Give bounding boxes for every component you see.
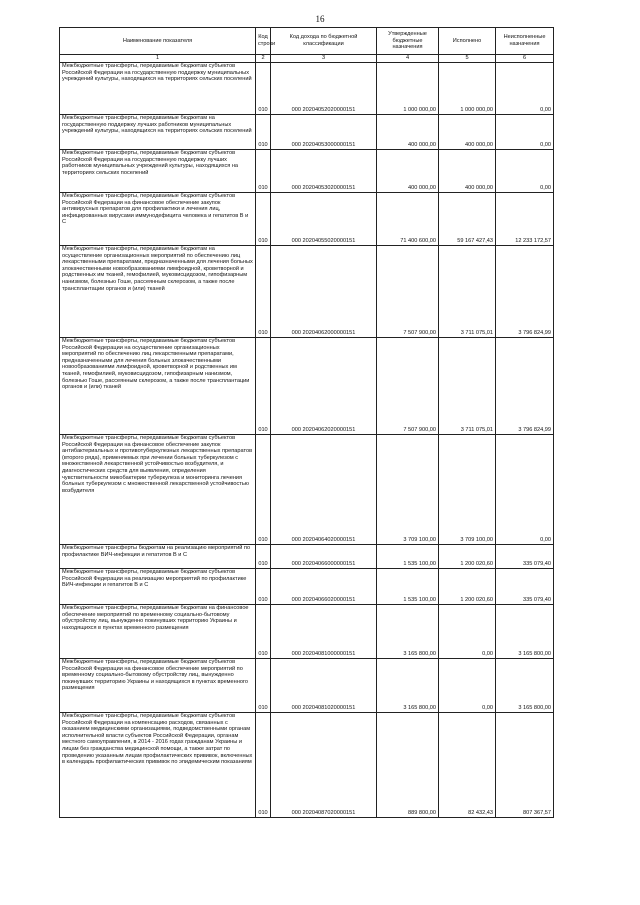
row-unexecuted: 3 796 824,99 [496,246,554,338]
row-unexecuted: 0,00 [496,150,554,193]
row-approved: 1 535 100,00 [377,545,439,569]
row-income-code: 000 20204053000000151 [271,115,377,150]
row-unexecuted: 807 367,57 [496,713,554,818]
row-approved: 3 165 800,00 [377,605,439,659]
row-line-code: 010 [256,659,271,713]
header-name: Наименование показателя [60,28,256,55]
row-approved: 889 800,00 [377,713,439,818]
row-approved: 400 000,00 [377,115,439,150]
row-name: Межбюджетные трансферты, передаваемые бюджетам субъектов Российской Федерации на осуществление организационных мероприятий по обеспечению лиц лекарственными препаратами, предназначенными для лечения больных злокачественными новообразованиями лимфоидной, кроветворной и родственных им тканей, гемофилией, муковисцидозом, гипофизарным нанизмом, болезнью Гоше, рассеянным склерозом, а также после трансплантации органов и (или) тканей [60,338,256,435]
header-approved: Утвержденные бюджетные назначения [377,28,439,55]
table-row [60,545,554,569]
column-number: 4 [377,55,439,63]
table-row [60,569,554,605]
header-unexecuted: Неисполненные назначения [496,28,554,55]
header-income-code: Код дохода по бюджетной классификации [271,28,377,55]
row-approved: 71 400 600,00 [377,193,439,246]
row-line-code: 010 [256,569,271,605]
budget-execution-table [59,27,554,818]
row-approved: 1 000 000,00 [377,63,439,115]
row-executed: 400 000,00 [439,150,496,193]
row-line-code: 010 [256,713,271,818]
row-unexecuted: 335 079,40 [496,545,554,569]
column-number: 5 [439,55,496,63]
row-executed: 3 711 075,01 [439,338,496,435]
row-executed: 1 200 020,60 [439,569,496,605]
row-name: Межбюджетные трансферты, передаваемые бюджетам на осуществление организационных мероприятий по обеспечению лиц лекарственными препаратами, предназначенными для лечения больных злокачественными новообразованиями лимфоидной, кроветворной и родственных им тканей, гемофилией, муковисцидозом, гипофизарным нанизмом, болезнью Гоше, рассеянным склерозом, а также после трансплантации органов и (или) тканей [60,246,256,338]
table-row [60,338,554,435]
row-approved: 7 507 900,00 [377,338,439,435]
row-approved: 400 000,00 [377,150,439,193]
table-row [60,246,554,338]
table-row [60,605,554,659]
row-income-code: 000 20204081000000151 [271,605,377,659]
row-executed: 1 200 020,60 [439,545,496,569]
row-line-code: 010 [256,545,271,569]
row-unexecuted: 0,00 [496,435,554,545]
row-line-code: 010 [256,150,271,193]
row-unexecuted: 3 796 824,99 [496,338,554,435]
row-unexecuted: 12 233 172,57 [496,193,554,246]
row-approved: 3 165 800,00 [377,659,439,713]
table-row [60,115,554,150]
row-name: Межбюджетные трансферты, передаваемые бюджетам субъектов Российской Федерации на финансовое обеспечение закупок антивирусных препаратов для профилактики и лечения лиц, инфицированных вирусами иммунодефицита человека и гепатитов В и С [60,193,256,246]
row-income-code: 000 20204062020000151 [271,338,377,435]
row-name: Межбюджетные трансферты, передаваемые бюджетам на государственную поддержку лучших работников муниципальных учреждений культуры, находящихся на территориях сельских поселений [60,115,256,150]
header-line-code: Код строки [256,28,271,55]
row-approved: 7 507 900,00 [377,246,439,338]
table-row [60,659,554,713]
row-line-code: 010 [256,63,271,115]
row-income-code: 000 20204081020000151 [271,659,377,713]
row-unexecuted: 335 079,40 [496,569,554,605]
row-line-code: 010 [256,605,271,659]
row-name: Межбюджетные трансферты, передаваемые бюджетам на финансовое обеспечение мероприятий по временному социально-бытовому обустройству лиц, вынужденно покинувших территорию Украины и находящихся в пунктах временного размещения [60,605,256,659]
row-unexecuted: 0,00 [496,115,554,150]
row-executed: 1 000 000,00 [439,63,496,115]
table-row [60,435,554,545]
row-line-code: 010 [256,338,271,435]
row-executed: 3 711 075,01 [439,246,496,338]
row-name: Межбюджетные трансферты, передаваемые бюджетам субъектов Российской Федерации на финансовое обеспечение мероприятий по временному социально-бытовому обустройству лиц, вынужденно покинувших территорию Украины и находящихся в пунктах временного размещения [60,659,256,713]
row-income-code: 000 20204062000000151 [271,246,377,338]
row-line-code: 010 [256,246,271,338]
row-income-code: 000 20204064020000151 [271,435,377,545]
row-line-code: 010 [256,115,271,150]
row-name: Межбюджетные трансферты бюджетам на реализацию мероприятий по профилактике ВИЧ-инфекции и гепатитов В и С [60,545,256,569]
row-executed: 0,00 [439,659,496,713]
row-unexecuted: 3 165 800,00 [496,659,554,713]
row-approved: 3 709 100,00 [377,435,439,545]
row-executed: 0,00 [439,605,496,659]
column-number: 6 [496,55,554,63]
row-income-code: 000 20204087020000151 [271,713,377,818]
row-line-code: 010 [256,435,271,545]
row-income-code: 000 20204055020000151 [271,193,377,246]
row-executed: 3 709 100,00 [439,435,496,545]
column-number: 3 [271,55,377,63]
row-name: Межбюджетные трансферты, передаваемые бюджетам субъектов Российской Федерации на компенсацию расходов, связанных с оказанием медицинскими организациями, подведомственными органам исполнительной власти субъектов Российской Федерации, органам местного самоуправления, в 2014 - 2016 годах гражданам Украины и лицам без гражданства медицинской помощи, а также затрат по проведению указанным лицам профилактических прививок, включенных в календарь профилактических прививок по эпидемическим показаниям [60,713,256,818]
row-income-code: 000 20204066020000151 [271,569,377,605]
column-number: 1 [60,55,256,63]
table-header-row [60,28,554,55]
row-income-code: 000 20204066000000151 [271,545,377,569]
table-row [60,193,554,246]
row-name: Межбюджетные трансферты, передаваемые бюджетам субъектов Российской Федерации на государственную поддержку муниципальных учреждений культуры, находящихся на территориях сельских поселений [60,63,256,115]
row-executed: 59 167 427,43 [439,193,496,246]
row-approved: 1 535 100,00 [377,569,439,605]
row-income-code: 000 20204052020000151 [271,63,377,115]
row-line-code: 010 [256,193,271,246]
row-name: Межбюджетные трансферты, передаваемые бюджетам субъектов Российской Федерации на государственную поддержку лучших работников муниципальных учреждений культуры, находящихся на территориях сельских поселений [60,150,256,193]
table-row [60,150,554,193]
row-executed: 82 432,43 [439,713,496,818]
table-row [60,63,554,115]
row-name: Межбюджетные трансферты, передаваемые бюджетам субъектов Российской Федерации на реализацию мероприятий по профилактике ВИЧ-инфекции и гепатитов В и С [60,569,256,605]
header-executed: Исполнено [439,28,496,55]
column-number: 2 [256,55,271,63]
row-unexecuted: 3 165 800,00 [496,605,554,659]
column-number-row [60,55,554,63]
row-executed: 400 000,00 [439,115,496,150]
page-number: 16 [315,14,325,24]
row-income-code: 000 20204053020000151 [271,150,377,193]
table-row [60,713,554,818]
row-name: Межбюджетные трансферты, передаваемые бюджетам субъектов Российской Федерации на финансовое обеспечение закупок антибактериальных и противотуберкулезных лекарственных препаратов (второго ряда), применяемых при лечении больных туберкулезом с множественной лекарственной устойчивостью возбудителя, и диагностических средств для выявления, определения чувствительности микобактерии туберкулеза и мониторинга лечения больных туберкулезом с множественной лекарственной устойчивостью возбудителя [60,435,256,545]
row-unexecuted: 0,00 [496,63,554,115]
